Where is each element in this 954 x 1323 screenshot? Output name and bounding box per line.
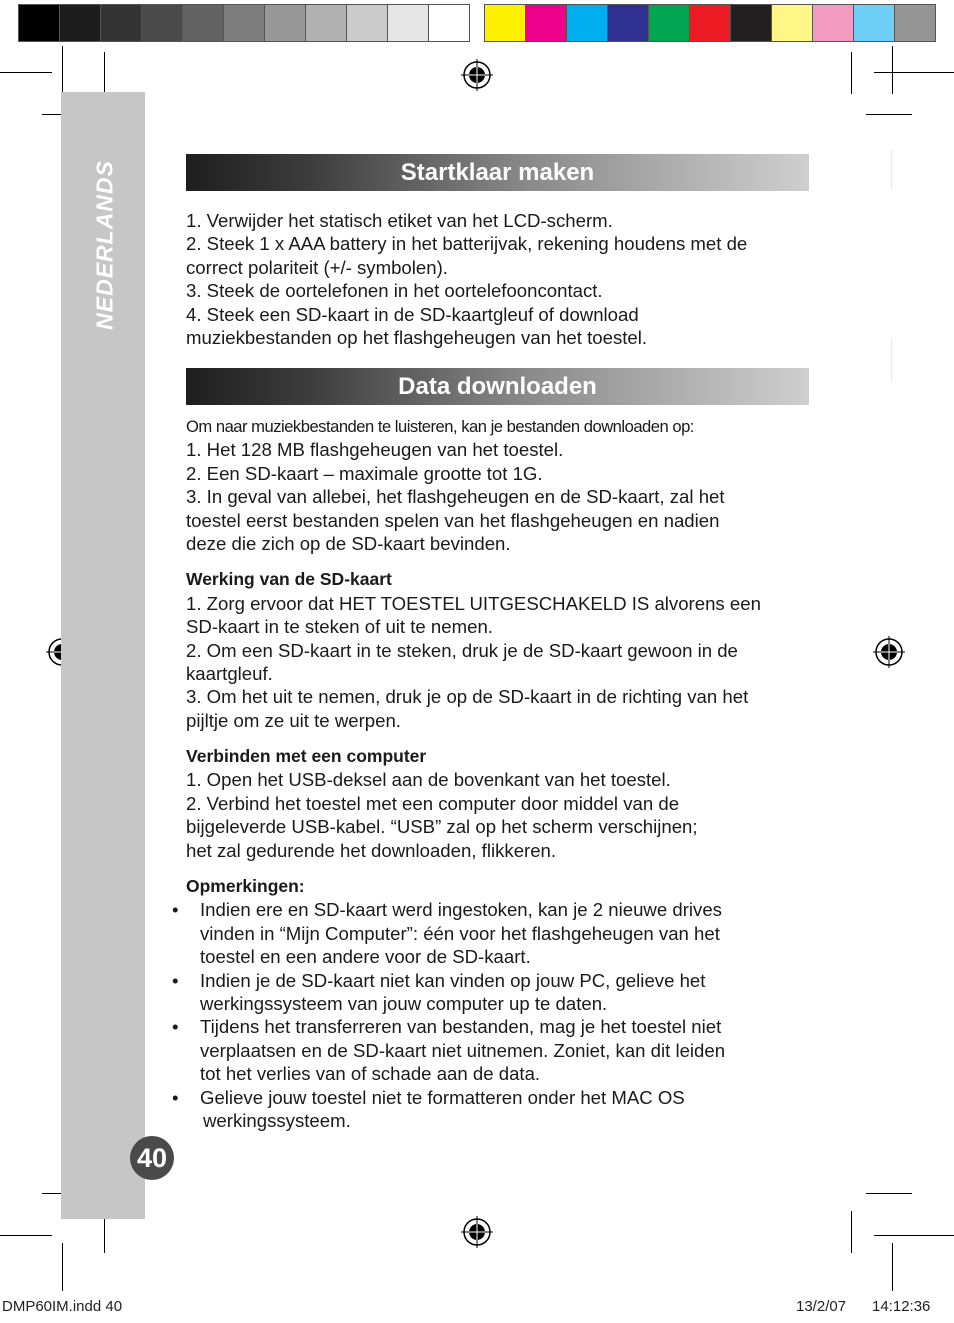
color-swatch xyxy=(264,4,306,42)
registration-mark-icon xyxy=(873,636,905,668)
color-swatch xyxy=(853,4,895,42)
language-label: NEDERLANDS xyxy=(91,160,118,330)
bullet-item: • Indien ere en SD-kaart werd ingestoken, kan je 2 nieuwe drives xyxy=(186,898,761,921)
crop-mark xyxy=(874,1235,954,1236)
subheading-sd-kaart: Werking van de SD-kaart xyxy=(186,569,392,590)
color-swatch xyxy=(223,4,265,42)
intro-text: Om naar muziekbestanden te luisteren, kan je bestanden downloaden op: xyxy=(186,417,694,436)
color-swatch xyxy=(607,4,649,42)
bullet-continuation: tot het verlies van of schade aan de data. xyxy=(200,1063,541,1085)
color-swatch xyxy=(812,4,854,42)
crop-mark xyxy=(892,1243,893,1291)
crop-mark xyxy=(62,46,63,94)
list-item: bijgeleverde USB-kabel. “USB” zal op het scherm verschijnen; xyxy=(186,816,698,838)
subheading-opmerkingen: Opmerkingen: xyxy=(186,876,305,897)
list-item: 2. Verbind het toestel met een computer door middel van de xyxy=(186,792,680,814)
list-item: 3. Om het uit te nemen, druk je op de SD-kaart in de richting van het xyxy=(186,686,749,708)
bullet-continuation: vinden in “Mijn Computer”: één voor het flashgeheugen van het xyxy=(200,922,720,944)
list-item: 3. In geval van allebei, het flashgeheugen en de SD-kaart, zal het xyxy=(186,486,725,508)
data-downloaden-body xyxy=(186,415,761,1132)
list-item: pijltje om ze uit te werpen. xyxy=(186,709,401,731)
bullet-continuation: werkingssysteem van jouw computer up te daten. xyxy=(200,992,608,1014)
crop-mark xyxy=(866,114,912,115)
section-header-startklaar: Startklaar maken xyxy=(186,154,809,191)
crop-mark xyxy=(866,1193,912,1194)
list-item: muziekbestanden op het flashgeheugen van het toestel. xyxy=(186,326,648,348)
bullet-item: • Gelieve jouw toestel niet te formatteren onder het MAC OS xyxy=(186,1086,761,1109)
color-swatch xyxy=(484,4,526,42)
list-item: 1. Het 128 MB flashgeheugen van het toestel. xyxy=(186,439,564,461)
footer-date: 13/2/07 xyxy=(796,1298,847,1315)
color-swatch xyxy=(730,4,772,42)
registration-mark-icon xyxy=(461,59,493,91)
footer-filename: DMP60IM.indd 40 xyxy=(2,1298,123,1315)
color-swatch xyxy=(182,4,224,42)
color-swatch xyxy=(648,4,690,42)
list-item: toestel eerst bestanden spelen van het flashgeheugen en nadien xyxy=(186,509,720,531)
color-swatch xyxy=(387,4,429,42)
list-item: 1. Zorg ervoor dat HET TOESTEL UITGESCHAKELD IS alvorens een xyxy=(186,592,761,614)
list-item: deze die zich op de SD-kaart bevinden. xyxy=(186,532,511,554)
crop-mark xyxy=(0,1235,52,1236)
registration-mark-icon xyxy=(461,1216,493,1248)
edge-mark xyxy=(891,150,892,190)
color-swatch xyxy=(59,4,101,42)
bullet-continuation: werkingssysteem. xyxy=(203,1109,351,1131)
color-swatch xyxy=(525,4,567,42)
bullet-item: • Tijdens het transferreren van bestanden, mag je het toestel niet xyxy=(186,1015,761,1038)
list-item: 2. Een SD-kaart – maximale grootte tot 1G. xyxy=(186,462,543,484)
bullet-continuation: toestel en een andere voor de SD-kaart. xyxy=(200,946,531,968)
color-swatch xyxy=(18,4,60,42)
startklaar-list xyxy=(186,209,747,349)
list-item: 3. Steek de oortelefonen in het oortelefooncontact. xyxy=(186,280,603,302)
bullet-continuation: verplaatsen en de SD-kaart niet uitnemen. Zoniet, kan dit leiden xyxy=(200,1039,726,1061)
list-item: 4. Steek een SD-kaart in de SD-kaartgleuf of download xyxy=(186,303,639,325)
edge-mark xyxy=(891,340,892,380)
list-item: SD-kaart in te steken of uit te nemen. xyxy=(186,616,493,638)
color-swatch xyxy=(100,4,142,42)
crop-mark xyxy=(0,72,52,73)
crop-mark xyxy=(104,52,105,94)
color-swatch xyxy=(305,4,347,42)
bullet-item: • Indien je de SD-kaart niet kan vinden op jouw PC, gelieve het xyxy=(186,969,761,992)
list-item: 2. Om een SD-kaart in te steken, druk je de SD-kaart gewoon in de xyxy=(186,639,738,661)
crop-mark xyxy=(62,1243,63,1291)
list-item: 1. Verwijder het statisch etiket van het LCD-scherm. xyxy=(186,210,613,231)
subheading-computer: Verbinden met een computer xyxy=(186,746,427,767)
color-swatch xyxy=(428,4,470,42)
section-header-data-downloaden: Data downloaden xyxy=(186,368,809,405)
crop-mark xyxy=(851,1211,852,1253)
color-swatch xyxy=(771,4,813,42)
color-swatch xyxy=(566,4,608,42)
list-item: 2. Steek 1 x AAA battery in het batterijvak, rekening houdens met de xyxy=(186,233,748,255)
color-swatch xyxy=(894,4,936,42)
list-item: het zal gedurende het downloaden, flikkeren. xyxy=(186,839,557,861)
footer-time: 14:12:36 xyxy=(872,1298,931,1315)
color-swatch xyxy=(689,4,731,42)
crop-mark xyxy=(851,52,852,94)
crop-mark xyxy=(892,46,893,94)
list-item: correct polariteit (+/- symbolen). xyxy=(186,256,448,278)
list-item: 1. Open het USB-deksel aan de bovenkant van het toestel. xyxy=(186,769,671,791)
list-item: kaartgleuf. xyxy=(186,662,273,684)
crop-mark xyxy=(874,72,954,73)
color-swatch xyxy=(141,4,183,42)
page-number: 40 xyxy=(130,1136,174,1180)
color-swatch xyxy=(346,4,388,42)
